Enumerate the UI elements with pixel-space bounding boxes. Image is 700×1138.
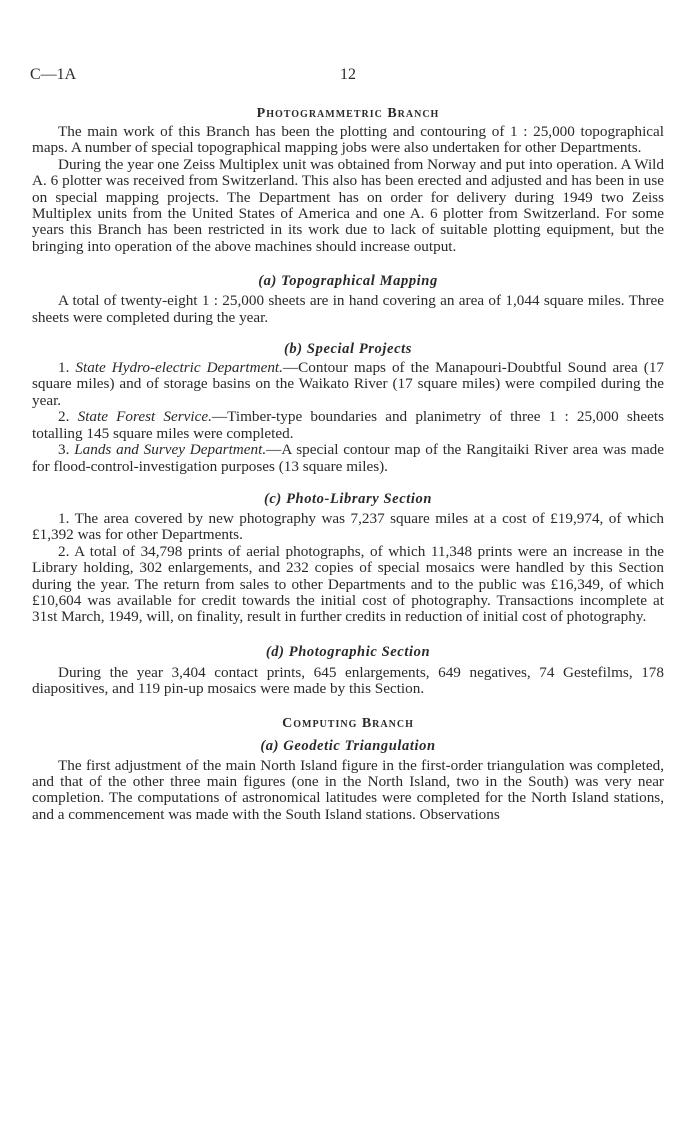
item-number: 1. xyxy=(58,359,76,377)
subsection-heading: (c) Photo-Library Section xyxy=(263,490,433,507)
item-number: 2. xyxy=(58,408,78,426)
photogrammetric-branch-section xyxy=(32,106,664,255)
department-name: State Hydro-electric Department. xyxy=(75,359,283,377)
item-number: 3. xyxy=(58,441,75,459)
item-text: —Timber-type boundaries and planimetry of three 1 : 25,000 sheets totalling 145 square miles were completed. xyxy=(32,408,664,442)
page-number: 12 xyxy=(340,66,356,83)
subsection-heading: (a) Topographical Mapping xyxy=(258,273,438,290)
subsection-heading: (d) Photographic Section xyxy=(265,643,431,660)
paragraph: 1. The area covered by new photography was 7,237 square miles at a cost of £19,974, of which £1,392 was for other Departments. xyxy=(32,509,664,544)
paragraph: During the year 3,404 contact prints, 645 enlargements, 649 negatives, 74 Gestefilms, 178 diapositives, and 119 pin-up mosaics were made by this Section. xyxy=(32,663,664,698)
paragraph: A total of twenty-eight 1 : 25,000 sheets are in hand covering an area of 1,044 square miles. Three sheets were completed during the year. xyxy=(32,292,664,326)
paragraph: The first adjustment of the main North Island figure in the first-order triangulation was completed, and that of the other three main figures (one in the North Island, two in the South) was very near completion. The computations of astronomical latitudes were completed for the North Island stations, and a commencement was made with the South Island stations. Observations xyxy=(32,756,664,823)
document-reference: C—1A xyxy=(30,66,77,83)
photo-library-section xyxy=(32,491,664,626)
section-heading: Photogrammetric Branch xyxy=(256,106,440,121)
photographic-section xyxy=(32,644,664,698)
department-name: Lands and Survey Department. xyxy=(74,441,267,459)
item-text: —A special contour map of the Rangitaiki River area was made for flood-control-investigation purposes (13 square miles). xyxy=(32,441,665,475)
list-item xyxy=(32,442,664,475)
paragraph: 2. A total of 34,798 prints of aerial photographs, of which 11,348 prints were an increase in the Library holding, 302 enlargements, and 232 copies of special mosaics were handled by this Section during the year. The return from sales to other Departments and to the public was £16,349, of which £10,604 was available for credit towards the initial cost of photography. Transactions incomplete at 31st March, 1949, will, on finality, result in further credits in reduction of initial cost of photography. xyxy=(32,542,664,626)
page-body xyxy=(32,66,664,823)
topographical-mapping-section xyxy=(32,273,664,326)
department-name: State Forest Service. xyxy=(77,408,212,426)
special-projects-section xyxy=(32,341,664,475)
paragraph: During the year one Zeiss Multiplex unit was obtained from Norway and put into operation. A Wild A. 6 plotter was received from Switzerland. This also has been erected and adjusted and has been in use on special mapping projects. The Department has on order for delivery during 1949 two Zeiss Multiplex units from the United States of America and one A. 6 plotter from Switzerland. For some years this Branch has been restricted in its work due to lack of suitable plotting equipment, but the bringing into operation of the above machines should increase output. xyxy=(32,155,664,255)
subsection-heading: (a) Geodetic Triangulation xyxy=(260,737,436,754)
list-item xyxy=(32,360,664,409)
section-heading: Computing Branch xyxy=(282,715,414,731)
list-item xyxy=(32,409,664,442)
computing-branch-section xyxy=(32,716,664,824)
item-text: —Contour maps of the Manapouri-Doubtful Sound area (17 square miles) and of storage basins on the Waikato River (17 square miles) were compiled during the year. xyxy=(32,359,665,409)
subsection-heading: (b) Special Projects xyxy=(284,341,412,358)
paragraph: The main work of this Branch has been the plotting and contouring of 1 : 25,000 topographical maps. A number of special topographical mapping jobs were also undertaken for other Departments. xyxy=(32,123,664,157)
